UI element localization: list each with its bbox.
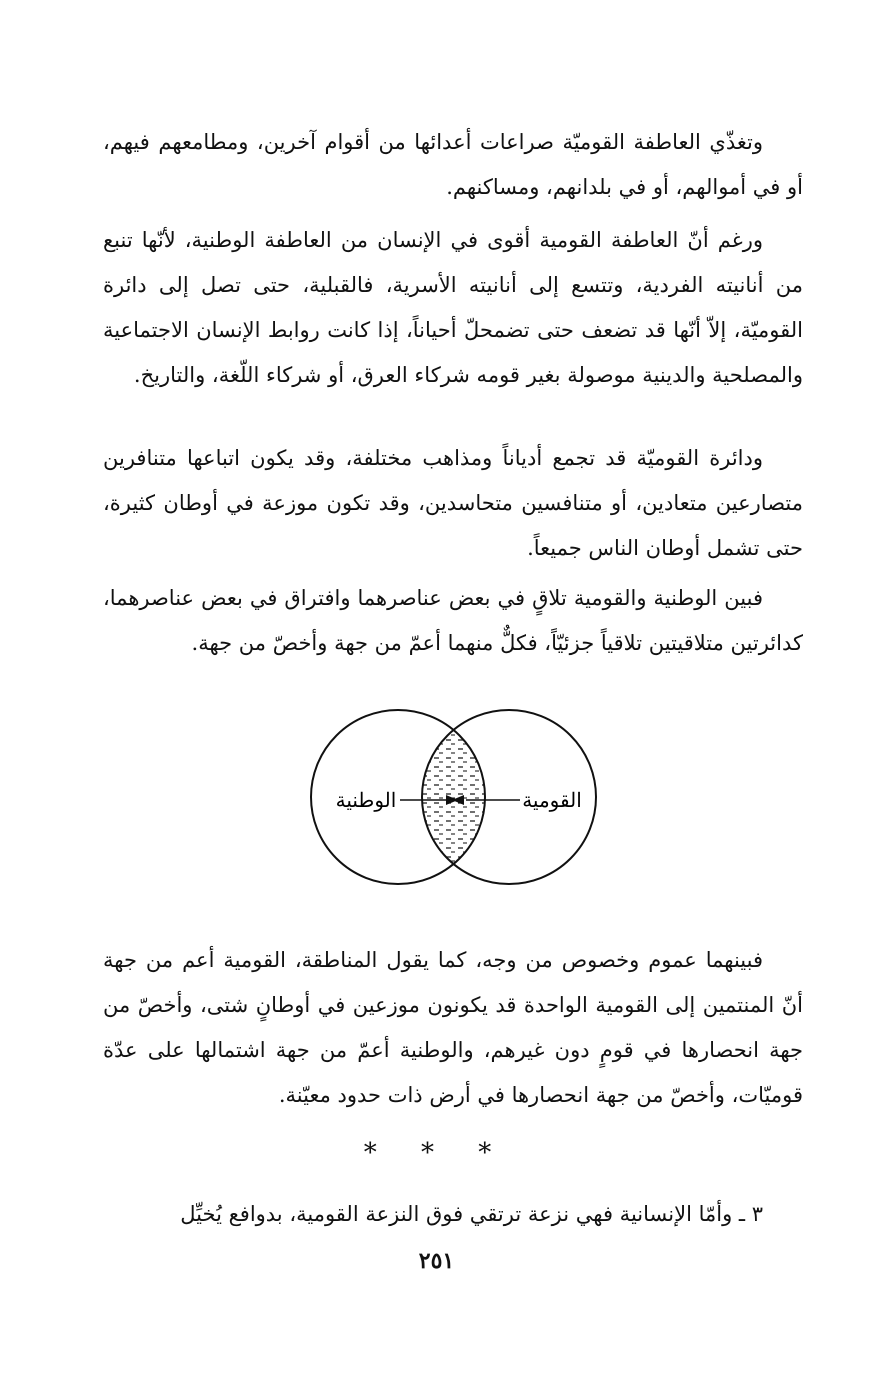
paragraph-2	[103, 218, 803, 398]
right-circle-label: القومية	[522, 788, 582, 812]
paragraph-6-text: ٣ ـ وأمّا الإنسانية فهي نزعة ترتقي فوق النزعة القومية، بدوافع يُخيِّل	[180, 1202, 763, 1226]
left-circle-label: الوطنية	[335, 788, 397, 812]
section-separator: * * *	[363, 1138, 510, 1168]
paragraph-2-text: ورغم أنّ العاطفة القومية أقوى في الإنسان من العاطفة الوطنية، لأنّها تنبع من أنانيته الفردية، وتتسع إلى أنانيته الأسرية، فالقبلية، حتى تصل إلى دائرة القوميّة، إلاّ أنّها قد تضعف حتى تضمحلّ أحياناً، إذا كانت روابط الإنسان الاجتماعية والمصلحية والدينية موصولة بغير قومه شركاء العرق، أو شركاء اللّغة، والتاريخ.	[103, 228, 803, 387]
page-number: ٢٥١	[418, 1248, 455, 1274]
paragraph-5-text: فبينهما عموم وخصوص من وجه، كما يقول المناطقة، القومية أعم من جهة أنّ المنتمين إلى القومية الواحدة قد يكونون موزعين في أوطانٍ شتى، وأخصّ من جهة انحصارها في قومٍ دون غيرهم، والوطنية أعمّ من جهة اشتمالها على عدّة قوميّات، وأخصّ من جهة انحصارها في أرض ذات حدود معيّنة.	[103, 948, 803, 1107]
paragraph-5	[103, 938, 803, 1118]
paragraph-1	[103, 120, 803, 210]
paragraph-3	[103, 436, 803, 571]
venn-diagram	[300, 700, 600, 895]
paragraph-1-text: وتغذّي العاطفة القوميّة صراعات أعدائها من أقوام آخرين، ومطامعهم فيهم، أو في أموالهم، أو في بلدانهم، ومساكنهم.	[103, 130, 803, 199]
paragraph-4-text: فبين الوطنية والقومية تلاقٍ في بعض عناصرهما وافتراق في بعض عناصرهما، كدائرتين متلاقيتين تلاقياً جزئيّاً، فكلٌّ منهما أعمّ من جهة وأخصّ من جهة.	[103, 586, 803, 655]
paragraph-4	[103, 576, 803, 666]
paragraph-3-text: ودائرة القوميّة قد تجمع أدياناً ومذاهب مختلفة، وقد يكون اتباعها متنافرين متصارعين متعادين، أو متنافسين متحاسدين، وقد تكون موزعة في أوطان كثيرة، حتى تشمل أوطان الناس جميعاً.	[103, 446, 803, 560]
paragraph-6	[103, 1192, 803, 1237]
